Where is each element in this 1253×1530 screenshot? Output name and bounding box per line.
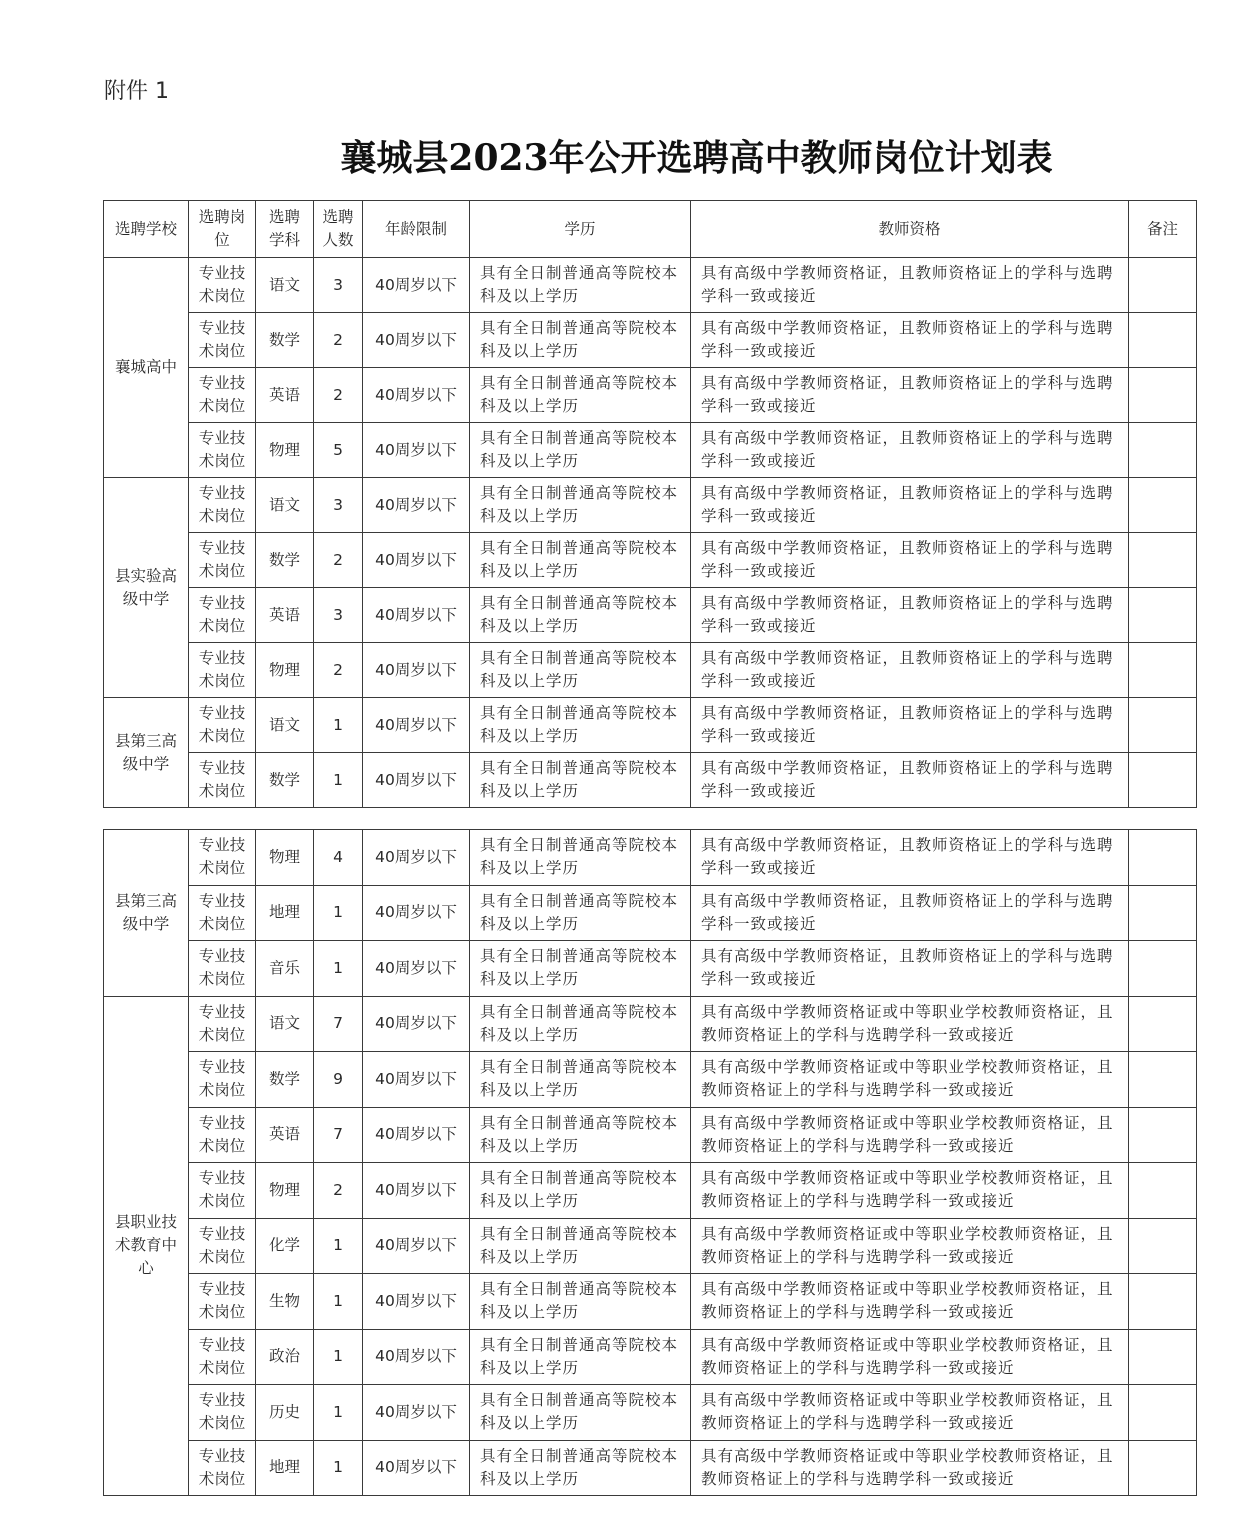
post-cell: 专业技术岗位 — [189, 368, 256, 423]
post-cell: 专业技术岗位 — [189, 941, 256, 997]
count-cell: 7 — [314, 1107, 363, 1163]
remark-cell — [1129, 258, 1197, 313]
header-remark: 备注 — [1129, 201, 1197, 258]
qualification-cell: 具有高级中学教师资格证或中等职业学校教师资格证，且教师资格证上的学科与选聘学科一致或接近 — [691, 996, 1129, 1052]
age-cell: 40周岁以下 — [363, 1329, 470, 1385]
post-cell: 专业技术岗位 — [189, 478, 256, 533]
table-row — [104, 1052, 1197, 1108]
age-cell: 40周岁以下 — [363, 258, 470, 313]
remark-cell — [1129, 830, 1197, 886]
header-age: 年龄限制 — [363, 201, 470, 258]
subject-cell: 历史 — [256, 1385, 314, 1441]
table-row — [104, 478, 1197, 533]
qualification-cell: 具有高级中学教师资格证或中等职业学校教师资格证，且教师资格证上的学科与选聘学科一致或接近 — [691, 1329, 1129, 1385]
subject-cell: 地理 — [256, 885, 314, 941]
education-cell: 具有全日制普通高等院校本科及以上学历 — [470, 885, 691, 941]
subject-cell: 语文 — [256, 996, 314, 1052]
count-cell: 1 — [314, 1385, 363, 1441]
qualification-cell: 具有高级中学教师资格证或中等职业学校教师资格证，且教师资格证上的学科与选聘学科一致或接近 — [691, 1052, 1129, 1108]
post-cell: 专业技术岗位 — [189, 996, 256, 1052]
header-education: 学历 — [470, 201, 691, 258]
subject-cell: 数学 — [256, 1052, 314, 1108]
count-cell: 1 — [314, 941, 363, 997]
qualification-cell: 具有高级中学教师资格证，且教师资格证上的学科与选聘学科一致或接近 — [691, 588, 1129, 643]
subject-cell: 英语 — [256, 1107, 314, 1163]
remark-cell — [1129, 588, 1197, 643]
school-cell: 县实验高级中学 — [104, 478, 189, 698]
count-cell: 1 — [314, 1274, 363, 1330]
post-cell: 专业技术岗位 — [189, 1440, 256, 1496]
remark-cell — [1129, 1274, 1197, 1330]
count-cell: 2 — [314, 313, 363, 368]
post-cell: 专业技术岗位 — [189, 533, 256, 588]
qualification-cell: 具有高级中学教师资格证，且教师资格证上的学科与选聘学科一致或接近 — [691, 698, 1129, 753]
remark-cell — [1129, 368, 1197, 423]
education-cell: 具有全日制普通高等院校本科及以上学历 — [470, 643, 691, 698]
age-cell: 40周岁以下 — [363, 423, 470, 478]
count-cell: 3 — [314, 478, 363, 533]
subject-cell: 数学 — [256, 313, 314, 368]
education-cell: 具有全日制普通高等院校本科及以上学历 — [470, 698, 691, 753]
education-cell: 具有全日制普通高等院校本科及以上学历 — [470, 753, 691, 808]
table-row — [104, 1218, 1197, 1274]
table-header-row — [104, 201, 1197, 258]
school-cell: 县职业技术教育中心 — [104, 996, 189, 1496]
education-cell: 具有全日制普通高等院校本科及以上学历 — [470, 830, 691, 886]
subject-cell: 生物 — [256, 1274, 314, 1330]
post-cell: 专业技术岗位 — [189, 1385, 256, 1441]
education-cell: 具有全日制普通高等院校本科及以上学历 — [470, 996, 691, 1052]
table-row — [104, 941, 1197, 997]
count-cell: 9 — [314, 1052, 363, 1108]
table-row — [104, 1440, 1197, 1496]
count-cell: 3 — [314, 258, 363, 313]
qualification-cell: 具有高级中学教师资格证，且教师资格证上的学科与选聘学科一致或接近 — [691, 258, 1129, 313]
qualification-cell: 具有高级中学教师资格证或中等职业学校教师资格证，且教师资格证上的学科与选聘学科一致或接近 — [691, 1440, 1129, 1496]
subject-cell: 语文 — [256, 478, 314, 533]
education-cell: 具有全日制普通高等院校本科及以上学历 — [470, 1107, 691, 1163]
subject-cell: 英语 — [256, 368, 314, 423]
remark-cell — [1129, 1440, 1197, 1496]
count-cell: 2 — [314, 368, 363, 423]
age-cell: 40周岁以下 — [363, 996, 470, 1052]
remark-cell — [1129, 1385, 1197, 1441]
post-cell: 专业技术岗位 — [189, 753, 256, 808]
table-row — [104, 368, 1197, 423]
age-cell: 40周岁以下 — [363, 830, 470, 886]
age-cell: 40周岁以下 — [363, 1163, 470, 1219]
qualification-cell: 具有高级中学教师资格证或中等职业学校教师资格证，且教师资格证上的学科与选聘学科一致或接近 — [691, 1385, 1129, 1441]
table-row — [104, 533, 1197, 588]
subject-cell: 数学 — [256, 533, 314, 588]
subject-cell: 语文 — [256, 258, 314, 313]
subject-cell: 语文 — [256, 698, 314, 753]
table-row — [104, 643, 1197, 698]
age-cell: 40周岁以下 — [363, 941, 470, 997]
education-cell: 具有全日制普通高等院校本科及以上学历 — [470, 1440, 691, 1496]
subject-cell: 英语 — [256, 588, 314, 643]
education-cell: 具有全日制普通高等院校本科及以上学历 — [470, 941, 691, 997]
age-cell: 40周岁以下 — [363, 368, 470, 423]
age-cell: 40周岁以下 — [363, 478, 470, 533]
education-cell: 具有全日制普通高等院校本科及以上学历 — [470, 1329, 691, 1385]
school-cell: 襄城高中 — [104, 258, 189, 478]
qualification-cell: 具有高级中学教师资格证，且教师资格证上的学科与选聘学科一致或接近 — [691, 423, 1129, 478]
post-cell: 专业技术岗位 — [189, 588, 256, 643]
age-cell: 40周岁以下 — [363, 1052, 470, 1108]
count-cell: 7 — [314, 996, 363, 1052]
recruitment-table-part-1 — [103, 200, 1197, 808]
count-cell: 2 — [314, 1163, 363, 1219]
post-cell: 专业技术岗位 — [189, 313, 256, 368]
education-cell: 具有全日制普通高等院校本科及以上学历 — [470, 423, 691, 478]
table-row — [104, 885, 1197, 941]
qualification-cell: 具有高级中学教师资格证，且教师资格证上的学科与选聘学科一致或接近 — [691, 368, 1129, 423]
age-cell: 40周岁以下 — [363, 588, 470, 643]
age-cell: 40周岁以下 — [363, 753, 470, 808]
age-cell: 40周岁以下 — [363, 1440, 470, 1496]
remark-cell — [1129, 753, 1197, 808]
education-cell: 具有全日制普通高等院校本科及以上学历 — [470, 588, 691, 643]
count-cell: 1 — [314, 698, 363, 753]
count-cell: 2 — [314, 643, 363, 698]
count-cell: 1 — [314, 753, 363, 808]
education-cell: 具有全日制普通高等院校本科及以上学历 — [470, 1052, 691, 1108]
remark-cell — [1129, 533, 1197, 588]
education-cell: 具有全日制普通高等院校本科及以上学历 — [470, 1218, 691, 1274]
education-cell: 具有全日制普通高等院校本科及以上学历 — [470, 313, 691, 368]
table-row — [104, 1385, 1197, 1441]
qualification-cell: 具有高级中学教师资格证，且教师资格证上的学科与选聘学科一致或接近 — [691, 643, 1129, 698]
post-cell: 专业技术岗位 — [189, 1163, 256, 1219]
qualification-cell: 具有高级中学教师资格证或中等职业学校教师资格证，且教师资格证上的学科与选聘学科一致或接近 — [691, 1218, 1129, 1274]
count-cell: 5 — [314, 423, 363, 478]
table-row — [104, 1107, 1197, 1163]
subject-cell: 化学 — [256, 1218, 314, 1274]
education-cell: 具有全日制普通高等院校本科及以上学历 — [470, 533, 691, 588]
table-row — [104, 1329, 1197, 1385]
subject-cell: 音乐 — [256, 941, 314, 997]
age-cell: 40周岁以下 — [363, 698, 470, 753]
remark-cell — [1129, 885, 1197, 941]
table-row — [104, 258, 1197, 313]
age-cell: 40周岁以下 — [363, 885, 470, 941]
table-row — [104, 996, 1197, 1052]
age-cell: 40周岁以下 — [363, 643, 470, 698]
post-cell: 专业技术岗位 — [189, 1052, 256, 1108]
table-row — [104, 830, 1197, 886]
count-cell: 4 — [314, 830, 363, 886]
annex-label: 附件 1 — [104, 79, 169, 104]
education-cell: 具有全日制普通高等院校本科及以上学历 — [470, 368, 691, 423]
remark-cell — [1129, 996, 1197, 1052]
subject-cell: 物理 — [256, 423, 314, 478]
post-cell: 专业技术岗位 — [189, 885, 256, 941]
post-cell: 专业技术岗位 — [189, 698, 256, 753]
count-cell: 1 — [314, 885, 363, 941]
subject-cell: 政治 — [256, 1329, 314, 1385]
subject-cell: 物理 — [256, 1163, 314, 1219]
qualification-cell: 具有高级中学教师资格证，且教师资格证上的学科与选聘学科一致或接近 — [691, 941, 1129, 997]
school-cell: 县第三高级中学 — [104, 830, 189, 997]
post-cell: 专业技术岗位 — [189, 830, 256, 886]
table-row — [104, 1163, 1197, 1219]
post-cell: 专业技术岗位 — [189, 1329, 256, 1385]
remark-cell — [1129, 1163, 1197, 1219]
table-row — [104, 1274, 1197, 1330]
post-cell: 专业技术岗位 — [189, 1274, 256, 1330]
remark-cell — [1129, 1329, 1197, 1385]
qualification-cell: 具有高级中学教师资格证，且教师资格证上的学科与选聘学科一致或接近 — [691, 478, 1129, 533]
age-cell: 40周岁以下 — [363, 313, 470, 368]
subject-cell: 物理 — [256, 830, 314, 886]
table-row — [104, 588, 1197, 643]
subject-cell: 物理 — [256, 643, 314, 698]
post-cell: 专业技术岗位 — [189, 423, 256, 478]
post-cell: 专业技术岗位 — [189, 643, 256, 698]
age-cell: 40周岁以下 — [363, 1218, 470, 1274]
header-subject: 选聘学科 — [256, 201, 314, 258]
header-count: 选聘人数 — [314, 201, 363, 258]
count-cell: 1 — [314, 1329, 363, 1385]
remark-cell — [1129, 1052, 1197, 1108]
qualification-cell: 具有高级中学教师资格证或中等职业学校教师资格证，且教师资格证上的学科与选聘学科一致或接近 — [691, 1163, 1129, 1219]
qualification-cell: 具有高级中学教师资格证，且教师资格证上的学科与选聘学科一致或接近 — [691, 885, 1129, 941]
education-cell: 具有全日制普通高等院校本科及以上学历 — [470, 1274, 691, 1330]
table-row — [104, 313, 1197, 368]
education-cell: 具有全日制普通高等院校本科及以上学历 — [470, 478, 691, 533]
remark-cell — [1129, 1218, 1197, 1274]
table-row — [104, 753, 1197, 808]
header-post: 选聘岗位 — [189, 201, 256, 258]
count-cell: 3 — [314, 588, 363, 643]
qualification-cell: 具有高级中学教师资格证，且教师资格证上的学科与选聘学科一致或接近 — [691, 533, 1129, 588]
count-cell: 2 — [314, 533, 363, 588]
qualification-cell: 具有高级中学教师资格证，且教师资格证上的学科与选聘学科一致或接近 — [691, 830, 1129, 886]
school-cell: 县第三高级中学 — [104, 698, 189, 808]
subject-cell: 地理 — [256, 1440, 314, 1496]
post-cell: 专业技术岗位 — [189, 258, 256, 313]
age-cell: 40周岁以下 — [363, 1274, 470, 1330]
remark-cell — [1129, 698, 1197, 753]
remark-cell — [1129, 941, 1197, 997]
table-row — [104, 423, 1197, 478]
remark-cell — [1129, 423, 1197, 478]
education-cell: 具有全日制普通高等院校本科及以上学历 — [470, 258, 691, 313]
qualification-cell: 具有高级中学教师资格证或中等职业学校教师资格证，且教师资格证上的学科与选聘学科一致或接近 — [691, 1274, 1129, 1330]
remark-cell — [1129, 313, 1197, 368]
qualification-cell: 具有高级中学教师资格证或中等职业学校教师资格证，且教师资格证上的学科与选聘学科一致或接近 — [691, 1107, 1129, 1163]
post-cell: 专业技术岗位 — [189, 1107, 256, 1163]
qualification-cell: 具有高级中学教师资格证，且教师资格证上的学科与选聘学科一致或接近 — [691, 313, 1129, 368]
age-cell: 40周岁以下 — [363, 1107, 470, 1163]
table-row — [104, 698, 1197, 753]
age-cell: 40周岁以下 — [363, 1385, 470, 1441]
remark-cell — [1129, 643, 1197, 698]
remark-cell — [1129, 478, 1197, 533]
header-school: 选聘学校 — [104, 201, 189, 258]
education-cell: 具有全日制普通高等院校本科及以上学历 — [470, 1385, 691, 1441]
recruitment-table-part-2 — [103, 829, 1197, 1496]
count-cell: 1 — [314, 1218, 363, 1274]
page-title: 襄城县2023年公开选聘高中教师岗位计划表 — [340, 137, 1053, 179]
qualification-cell: 具有高级中学教师资格证，且教师资格证上的学科与选聘学科一致或接近 — [691, 753, 1129, 808]
post-cell: 专业技术岗位 — [189, 1218, 256, 1274]
header-qualification: 教师资格 — [691, 201, 1129, 258]
remark-cell — [1129, 1107, 1197, 1163]
count-cell: 1 — [314, 1440, 363, 1496]
age-cell: 40周岁以下 — [363, 533, 470, 588]
education-cell: 具有全日制普通高等院校本科及以上学历 — [470, 1163, 691, 1219]
subject-cell: 数学 — [256, 753, 314, 808]
